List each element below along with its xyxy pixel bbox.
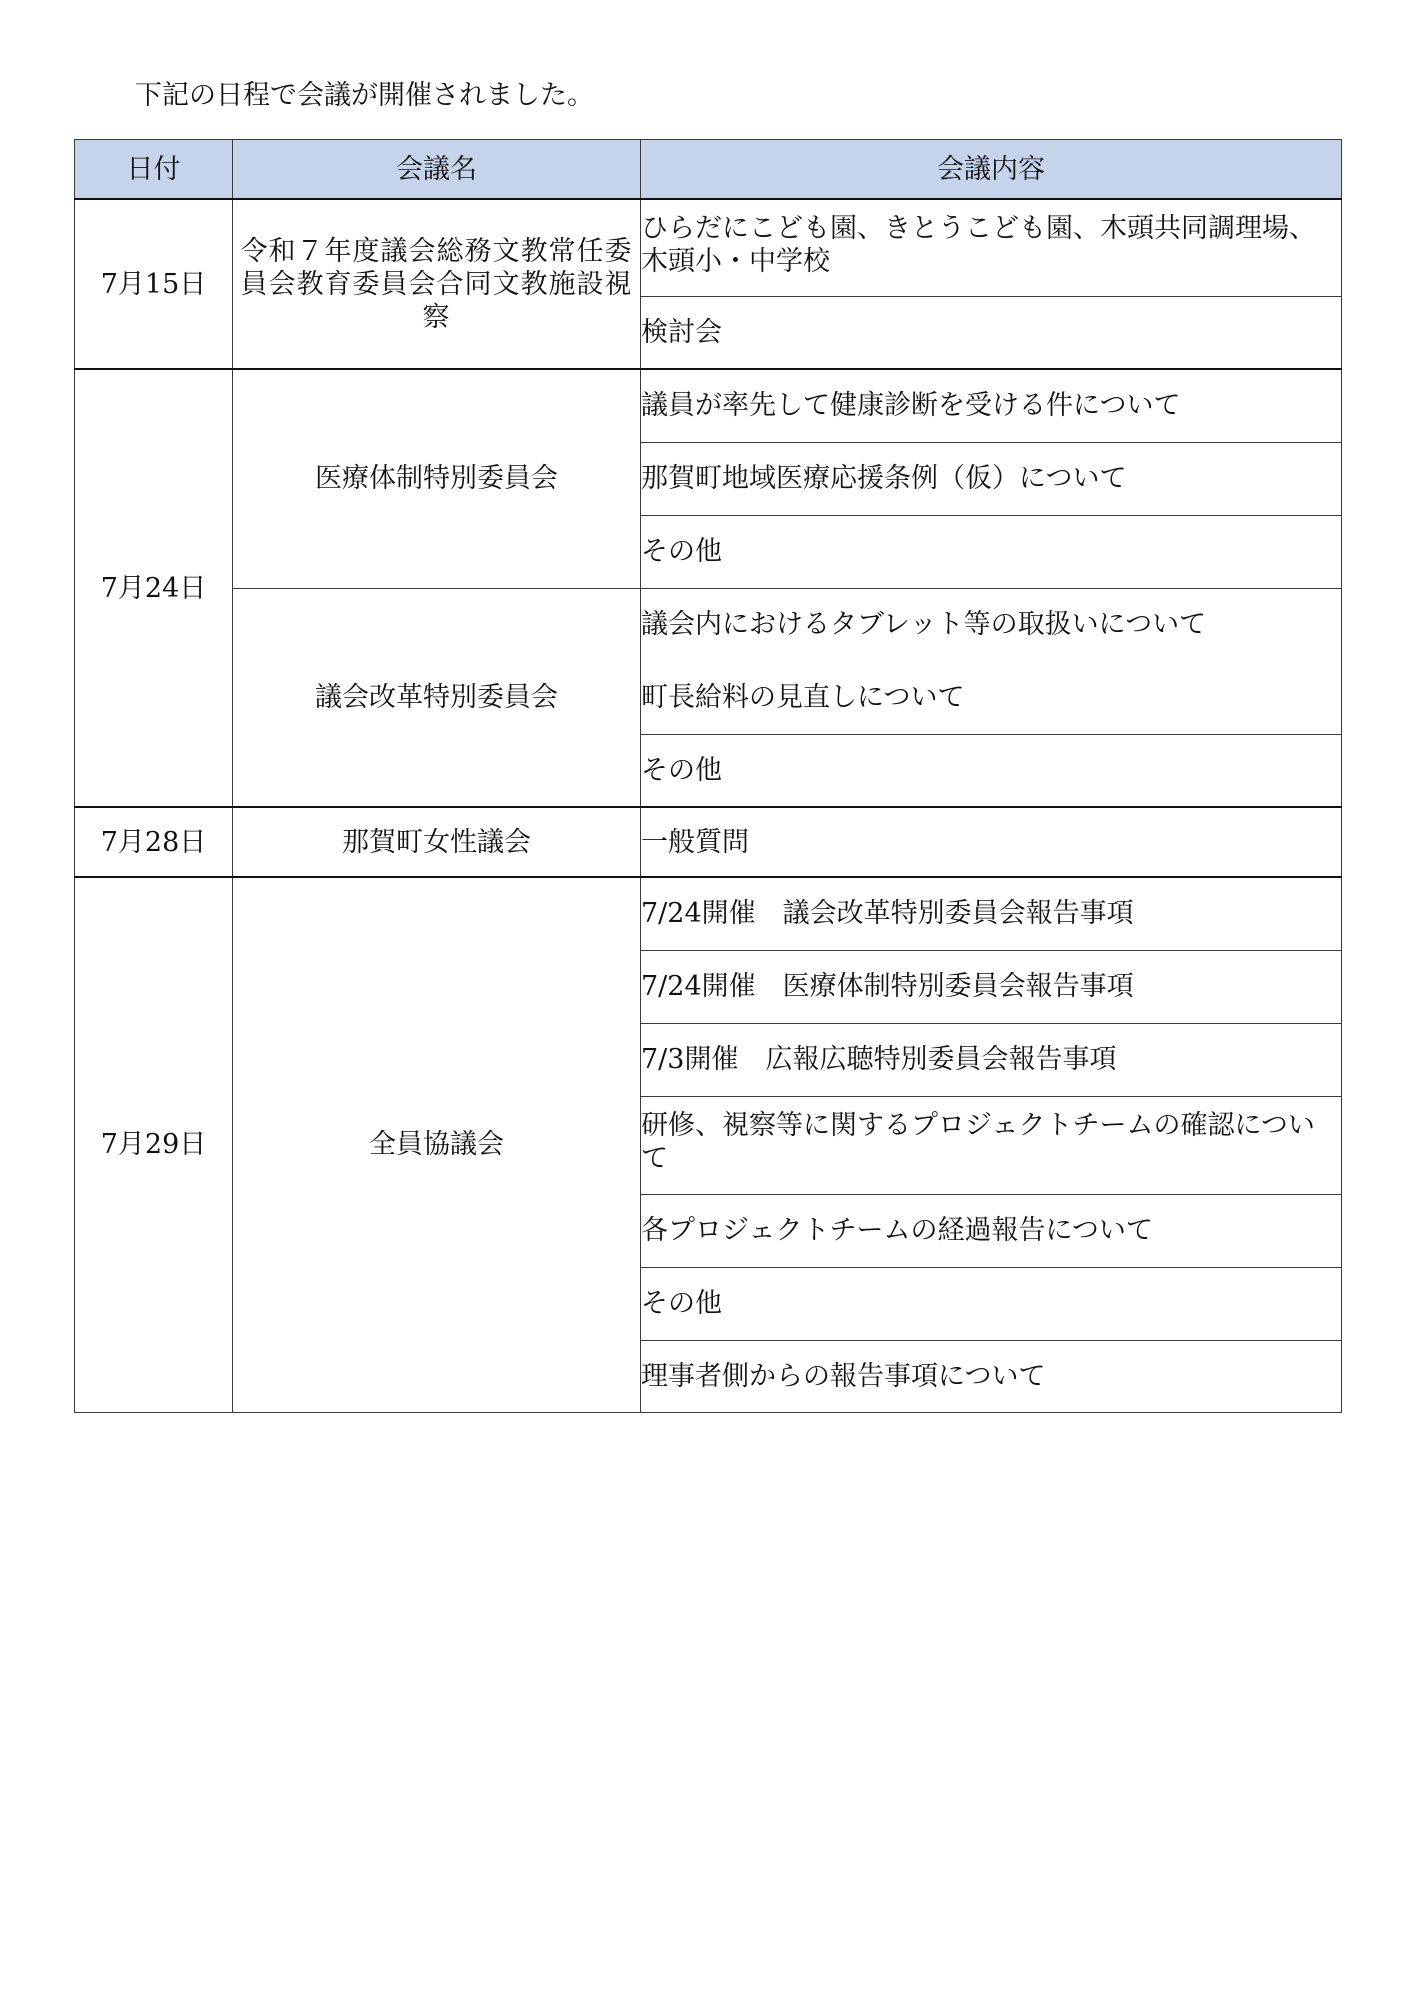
table-row — [75, 369, 1342, 442]
table-row — [75, 807, 1342, 877]
meeting-item: 研修、視察等に関するプロジェクトチームの確認について — [641, 1096, 1342, 1194]
meeting-schedule-table — [74, 139, 1342, 1413]
table-row — [75, 877, 1342, 950]
meeting-item: 7/24開催 医療体制特別委員会報告事項 — [641, 950, 1342, 1023]
meeting-item: その他 — [641, 734, 1342, 807]
table-row — [75, 588, 1342, 661]
meeting-name-cell: 那賀町女性議会 — [233, 807, 641, 877]
header-date: 日付 — [75, 140, 233, 200]
meeting-item: 町長給料の見直しについて — [641, 661, 1342, 734]
meeting-item: 議会内におけるタブレット等の取扱いについて — [641, 588, 1342, 661]
meeting-item: 一般質問 — [641, 807, 1342, 877]
meeting-item: 検討会 — [641, 296, 1342, 369]
date-cell: 7月29日 — [75, 877, 233, 1412]
meeting-item: その他 — [641, 515, 1342, 588]
table-row — [75, 199, 1342, 296]
meeting-item: 7/24開催 議会改革特別委員会報告事項 — [641, 877, 1342, 950]
date-cell: 7月28日 — [75, 807, 233, 877]
meeting-item: 7/3開催 広報広聴特別委員会報告事項 — [641, 1023, 1342, 1096]
date-cell: 7月24日 — [75, 369, 233, 807]
meeting-item: 議員が率先して健康診断を受ける件について — [641, 369, 1342, 442]
meeting-item: 那賀町地域医療応援条例（仮）について — [641, 442, 1342, 515]
meeting-name-cell: 議会改革特別委員会 — [233, 588, 641, 807]
meeting-name-cell: 全員協議会 — [233, 877, 641, 1412]
meeting-item: その他 — [641, 1267, 1342, 1340]
header-meeting-name: 会議名 — [233, 140, 641, 200]
meeting-item: ひらだにこども園、きとうこども園、木頭共同調理場、木頭小・中学校 — [641, 199, 1342, 296]
date-cell: 7月15日 — [75, 199, 233, 369]
meeting-item: 各プロジェクトチームの経過報告について — [641, 1194, 1342, 1267]
table-header-row — [75, 140, 1342, 200]
meeting-name-cell: 医療体制特別委員会 — [233, 369, 641, 588]
meeting-item: 理事者側からの報告事項について — [641, 1340, 1342, 1412]
meeting-name-cell: 令和７年度議会総務文教常任委員会教育委員会合同文教施設視察 — [233, 199, 641, 369]
intro-text: 下記の日程で会議が開催されました。 — [135, 80, 594, 111]
header-meeting-content: 会議内容 — [641, 140, 1342, 200]
